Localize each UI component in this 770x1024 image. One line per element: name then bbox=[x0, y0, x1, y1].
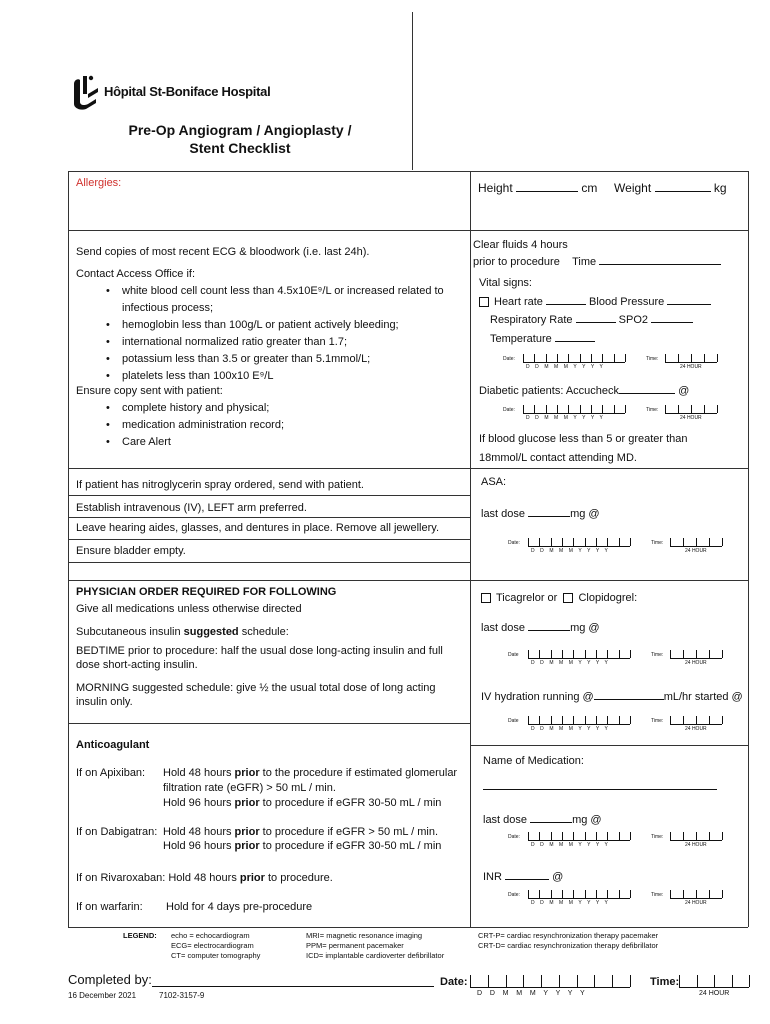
grid-line bbox=[68, 171, 748, 172]
morning-line1: MORNING suggested schedule: give ½ the usual total dose of long acting bbox=[76, 682, 436, 694]
glucose-line2: 18mmol/L contact attending MD. bbox=[479, 452, 637, 464]
grid-line bbox=[470, 171, 471, 927]
legend-col3: CRT-P= cardiac resynchronization therapy pacemaker CRT-D= cardiac resynchronization therapy defibrillator bbox=[478, 931, 659, 950]
hour-format: 24 HOUR bbox=[685, 900, 707, 906]
medication-dose-field[interactable] bbox=[530, 812, 572, 823]
insulin-text: Subcutaneous insulin suggested schedule: bbox=[76, 626, 289, 638]
height-label: Height bbox=[478, 181, 513, 195]
tick-entry-field[interactable] bbox=[470, 975, 630, 988]
asa-dose-field[interactable] bbox=[528, 506, 570, 517]
tick-entry-field[interactable] bbox=[523, 354, 625, 363]
hearing-aides-text: Leave hearing aides, glasses, and dentures in place. Remove all jewellery. bbox=[76, 522, 440, 534]
header-divider bbox=[412, 12, 413, 170]
date-format: D D M M M Y Y Y Y bbox=[526, 415, 603, 421]
height-field[interactable] bbox=[516, 181, 578, 192]
height-weight-row[interactable] bbox=[478, 181, 727, 195]
time-label: Time: bbox=[651, 540, 664, 546]
list-item: • potassium less than 3.5 or greater than 5.1mmol/L; bbox=[76, 351, 466, 368]
tick-entry-field[interactable] bbox=[670, 890, 722, 899]
clear-fluids-line1: Clear fluids 4 hours bbox=[473, 239, 568, 251]
ensure-copy-list bbox=[76, 400, 466, 451]
clear-fluids-time-label: Time bbox=[572, 256, 597, 268]
grid-line bbox=[68, 230, 748, 231]
date-format: D D M M M Y Y Y Y bbox=[531, 842, 608, 848]
date-label: Date: bbox=[508, 540, 520, 546]
inr-row: INR @ bbox=[483, 871, 564, 883]
time-label: Time: bbox=[651, 892, 664, 898]
temperature-field[interactable] bbox=[555, 331, 595, 342]
grid-line bbox=[68, 171, 69, 927]
footer-time-label: Time: bbox=[650, 976, 680, 988]
date-label: Date: bbox=[508, 892, 520, 898]
grid-line bbox=[68, 562, 470, 563]
page-title-line2: Stent Checklist bbox=[189, 140, 291, 156]
time-label: Time: bbox=[651, 834, 664, 840]
height-unit: cm bbox=[581, 181, 598, 195]
legend-col2: MRI= magnetic resonance imaging PPM= permanent pacemaker ICD= implantable cardioverter defibrillator bbox=[306, 931, 445, 960]
form-number: 7102-3157-9 bbox=[159, 991, 205, 1000]
date-format: D D M M M Y Y Y Y bbox=[531, 900, 608, 906]
iv-rate-field[interactable] bbox=[594, 689, 664, 700]
grid-line bbox=[68, 468, 470, 469]
date-format: D D M M M Y Y Y Y bbox=[531, 548, 608, 554]
list-item: • complete history and physical; bbox=[76, 400, 466, 417]
hour-format: 24 HOUR bbox=[685, 842, 707, 848]
footer-date-label: Date: bbox=[440, 976, 468, 988]
allergies-label: Allergies: bbox=[76, 177, 122, 189]
tick-entry-field[interactable] bbox=[528, 890, 630, 899]
grid-line bbox=[68, 495, 470, 496]
ensure-copy-text: Ensure copy sent with patient: bbox=[76, 385, 223, 397]
legend-col1: echo = echocardiogram ECG= electrocardiogram CT= computer tomography bbox=[171, 931, 261, 960]
grid-line bbox=[470, 745, 748, 746]
time-label: Time: bbox=[646, 407, 659, 413]
antiplatelet-last-dose-row: last dose mg @ bbox=[481, 622, 600, 634]
date-format: D D M M M Y Y Y Y bbox=[526, 364, 603, 370]
list-item: • hemoglobin less than 100g/L or patient actively bleeding; bbox=[76, 317, 466, 334]
medication-last-dose-row: last dose mg @ bbox=[483, 814, 602, 826]
time-label: Time: bbox=[646, 356, 659, 362]
weight-field[interactable] bbox=[655, 181, 711, 192]
date-label: Date: bbox=[503, 356, 515, 362]
warfarin-text: Hold for 4 days pre-procedure bbox=[166, 901, 313, 913]
blood-pressure-field[interactable] bbox=[667, 294, 711, 305]
iv-hydration-row: IV hydration running @ mL/hr started @ bbox=[481, 691, 743, 703]
grid-line bbox=[470, 580, 748, 581]
time-label: Time: bbox=[651, 718, 664, 724]
hour-format: 24 HOUR bbox=[685, 660, 707, 666]
temperature-row: Temperature bbox=[490, 331, 595, 345]
physician-order-heading: PHYSICIAN ORDER REQUIRED FOR FOLLOWING bbox=[76, 586, 337, 598]
grid-line bbox=[68, 927, 748, 928]
tick-entry-field[interactable] bbox=[670, 538, 722, 547]
dabigatran-label: If on Dabigatran: bbox=[76, 826, 158, 838]
medication-name-field[interactable] bbox=[483, 789, 717, 790]
tick-entry-field[interactable] bbox=[528, 538, 630, 547]
contact-access-list bbox=[76, 283, 466, 385]
weight-unit: kg bbox=[713, 181, 727, 195]
heart-rate-field[interactable] bbox=[546, 294, 586, 305]
tick-entry-field[interactable] bbox=[670, 716, 722, 725]
anticoagulant-heading: Anticoagulant bbox=[76, 739, 150, 751]
weight-label: Weight bbox=[614, 181, 652, 195]
version-date: 16 December 2021 bbox=[68, 991, 137, 1000]
asa-last-dose-row: last dose mg @ bbox=[481, 508, 600, 520]
list-item: • Care Alert bbox=[76, 434, 466, 451]
list-item: • international normalized ratio greater than 1.7; bbox=[76, 334, 466, 351]
tick-entry-field[interactable] bbox=[665, 405, 717, 414]
hour-format: 24 HOUR bbox=[685, 726, 707, 732]
antiplatelet-dose-field[interactable] bbox=[528, 620, 570, 631]
name-of-medication-label: Name of Medication: bbox=[483, 755, 584, 767]
inr-field[interactable] bbox=[505, 869, 549, 880]
hour-format: 24 HOUR bbox=[680, 364, 702, 370]
clear-fluids-time-field[interactable] bbox=[599, 254, 721, 265]
date-label: Date bbox=[508, 652, 519, 658]
time-label: Time: bbox=[651, 652, 664, 658]
ticagrelor-checkbox[interactable] bbox=[481, 593, 491, 603]
vital-signs-label: Vital signs: bbox=[479, 277, 532, 289]
bedtime-line2: dose short-acting insulin. bbox=[76, 659, 198, 671]
grid-line bbox=[68, 517, 470, 518]
page-title-line1: Pre-Op Angiogram / Angioplasty / bbox=[128, 122, 352, 138]
footer-date-format: D D M M M Y Y Y Y bbox=[477, 990, 585, 997]
date-format: D D M M M Y Y Y Y bbox=[531, 660, 608, 666]
legend-label: LEGEND: bbox=[123, 931, 157, 940]
resp-rate-row: Respiratory Rate SPO2 bbox=[490, 312, 693, 326]
tick-entry-field[interactable] bbox=[528, 650, 630, 659]
hospital-name: Hôpital St-Boniface Hospital bbox=[104, 84, 271, 99]
tick-entry-field[interactable] bbox=[665, 354, 717, 363]
apixiban-line3: Hold 96 hours prior to procedure if eGFR 30-50 mL / min bbox=[163, 797, 442, 809]
glucose-line1: If blood glucose less than 5 or greater than bbox=[479, 433, 688, 445]
date-label: Date: bbox=[508, 834, 520, 840]
tick-entry-field[interactable] bbox=[528, 832, 630, 841]
contact-access-text: Contact Access Office if: bbox=[76, 268, 196, 280]
grid-line bbox=[470, 468, 748, 469]
warfarin-label: If on warfarin: bbox=[76, 901, 143, 913]
apixiban-line2: filtration rate (eGFR) > 50 mL / min. bbox=[163, 782, 336, 794]
tick-entry-field[interactable] bbox=[670, 832, 722, 841]
date-label: Date: bbox=[503, 407, 515, 413]
diabetic-row: Diabetic patients: Accucheck @ bbox=[479, 385, 690, 397]
heart-rate-row: Heart rate Blood Pressure bbox=[479, 294, 711, 308]
asa-label: ASA: bbox=[481, 476, 507, 488]
grid-line bbox=[68, 539, 470, 540]
resp-rate-field[interactable] bbox=[576, 312, 616, 323]
list-item: • medication administration record; bbox=[76, 417, 466, 434]
dabigatran-line2: Hold 96 hours prior to procedure if eGFR 30-50 mL / min bbox=[163, 840, 442, 852]
morning-line2: insulin only. bbox=[76, 696, 133, 708]
tick-entry-field[interactable] bbox=[670, 650, 722, 659]
grid-line bbox=[68, 580, 470, 581]
footer-hour-format: 24 HOUR bbox=[699, 990, 730, 997]
send-copies-text: Send copies of most recent ECG & bloodwork (i.e. last 24h). bbox=[76, 246, 370, 258]
apixiban-line1: Hold 48 hours prior to the procedure if estimated glomerular bbox=[163, 767, 458, 779]
heart-rate-checkbox[interactable] bbox=[479, 297, 489, 307]
iv-text: Establish intravenous (IV), LEFT arm preferred. bbox=[76, 502, 307, 514]
rivaroxaban-text: If on Rivaroxaban: Hold 48 hours prior to procedure. bbox=[76, 872, 333, 884]
completed-by-field[interactable] bbox=[152, 986, 434, 987]
accucheck-field[interactable] bbox=[619, 383, 675, 394]
spo2-field[interactable] bbox=[651, 312, 693, 323]
date-label: Date bbox=[508, 718, 519, 724]
tick-entry-field[interactable] bbox=[523, 405, 625, 414]
hour-format: 24 HOUR bbox=[685, 548, 707, 554]
bedtime-line1: BEDTIME prior to procedure: half the usual dose long-acting insulin and full bbox=[76, 645, 443, 657]
antiplatelet-row: Ticagrelor or Clopidogrel: bbox=[481, 592, 637, 604]
grid-line bbox=[748, 171, 749, 927]
date-format: D D M M M Y Y Y Y bbox=[531, 726, 608, 732]
tick-entry-field[interactable] bbox=[528, 716, 630, 725]
apixiban-label: If on Apixiban: bbox=[76, 767, 146, 779]
dabigatran-line1: Hold 48 hours prior to procedure if eGFR > 50 mL / min. bbox=[163, 826, 439, 838]
list-item: • white blood cell count less than 4.5x10E⁹/L or increased related to infectious process; bbox=[76, 283, 466, 317]
clopidogrel-checkbox[interactable] bbox=[563, 593, 573, 603]
completed-by-label: Completed by: bbox=[68, 972, 152, 987]
tick-entry-field[interactable] bbox=[679, 975, 749, 988]
list-item: • platelets less than 100x10 E⁹/L bbox=[76, 368, 466, 385]
bladder-text: Ensure bladder empty. bbox=[76, 545, 186, 557]
clear-fluids-line2: prior to procedure Time bbox=[473, 254, 721, 268]
hospital-logo bbox=[70, 72, 100, 110]
hour-format: 24 HOUR bbox=[680, 415, 702, 421]
give-meds-text: Give all medications unless otherwise directed bbox=[76, 603, 302, 615]
grid-line bbox=[68, 723, 470, 724]
nitroglycerin-text: If patient has nitroglycerin spray ordered, send with patient. bbox=[76, 479, 364, 491]
